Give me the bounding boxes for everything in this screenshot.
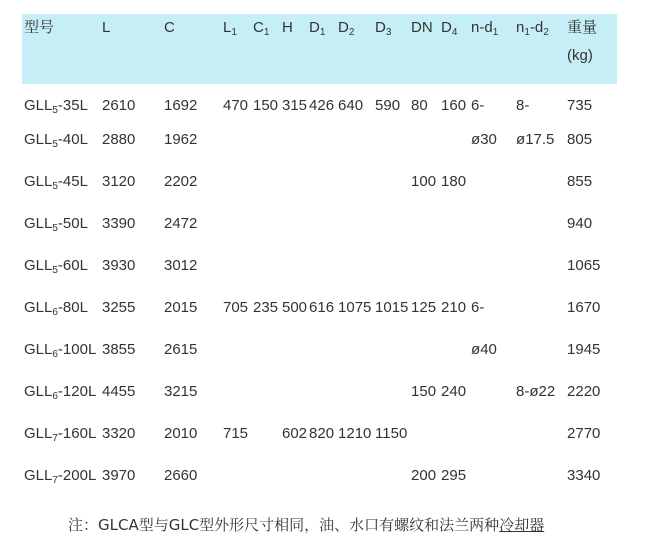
cell-d4 bbox=[439, 252, 469, 294]
header-d2: $D_2$ bbox=[336, 14, 373, 84]
cell-c: 2615 bbox=[164, 341, 198, 358]
cell-h bbox=[280, 378, 307, 420]
cell-c1 bbox=[251, 462, 280, 504]
cell-model: $GLL_5-35L$ bbox=[24, 97, 88, 116]
footnote-text: 注：GLCA型与GLC型外形尺寸相同，油、水口有螺纹和法兰两种 bbox=[68, 516, 500, 534]
table-row bbox=[22, 378, 617, 420]
header-weight: 重量 (kg) bbox=[565, 14, 617, 84]
cell-dn: 125 bbox=[411, 299, 437, 316]
cell-c: 2472 bbox=[164, 215, 198, 232]
cell-d4: 295 bbox=[441, 467, 467, 484]
cell-d2 bbox=[336, 336, 373, 378]
cell-d1 bbox=[307, 252, 336, 294]
cell-c: 1962 bbox=[164, 131, 198, 148]
cell-c1 bbox=[251, 210, 280, 252]
cell-nd1: ø40 bbox=[471, 341, 497, 358]
cell-d4 bbox=[439, 126, 469, 168]
cell-d3 bbox=[373, 336, 409, 378]
cell-c1: 150 bbox=[253, 97, 279, 114]
cell-l1: 705 bbox=[223, 299, 249, 316]
cell-c1 bbox=[251, 168, 280, 210]
cell-dn: 150 bbox=[411, 383, 437, 400]
cell-weight: 855 bbox=[567, 173, 593, 190]
cell-l1 bbox=[221, 252, 251, 294]
cell-dn bbox=[409, 210, 439, 252]
table-row bbox=[22, 462, 617, 504]
header-nd1: $n-d_1$ bbox=[469, 14, 514, 84]
cell-nd2 bbox=[514, 294, 565, 336]
header-h: H bbox=[280, 14, 307, 84]
cell-nd2 bbox=[514, 462, 565, 504]
header-l: L bbox=[100, 14, 162, 84]
cell-d1 bbox=[307, 126, 336, 168]
cell-d2 bbox=[336, 252, 373, 294]
cell-dn: 80 bbox=[411, 97, 428, 114]
cell-d1 bbox=[307, 378, 336, 420]
cell-c1 bbox=[251, 336, 280, 378]
cell-c: 1692 bbox=[164, 97, 198, 114]
cell-d4: 160 bbox=[441, 97, 467, 114]
cell-h bbox=[280, 126, 307, 168]
cell-l: 3855 bbox=[102, 341, 136, 358]
cell-d1 bbox=[307, 168, 336, 210]
cell-weight: 805 bbox=[567, 131, 593, 148]
footnote bbox=[68, 514, 544, 535]
header-d4: $D_4$ bbox=[439, 14, 469, 84]
cell-d3: 1015 bbox=[375, 299, 409, 316]
cell-c1 bbox=[251, 378, 280, 420]
header-c: C bbox=[162, 14, 221, 84]
cell-dn bbox=[409, 336, 439, 378]
cell-h bbox=[280, 462, 307, 504]
cell-model: $GLL_5-60L$ bbox=[24, 257, 88, 276]
cell-d2 bbox=[336, 462, 373, 504]
cell-d1: 616 bbox=[309, 299, 335, 316]
cell-model: $GLL_5-50L$ bbox=[24, 215, 88, 234]
cell-d3 bbox=[373, 126, 409, 168]
cell-nd1: 6- bbox=[471, 97, 485, 114]
cell-d3: 590 bbox=[375, 97, 401, 114]
cell-l1 bbox=[221, 378, 251, 420]
cell-model: $GLL_7-160L$ bbox=[24, 425, 97, 444]
cell-l1 bbox=[221, 336, 251, 378]
cell-nd1: ø30 bbox=[471, 131, 497, 148]
cell-l: 4455 bbox=[102, 383, 136, 400]
spec-table bbox=[22, 14, 617, 504]
cell-dn bbox=[409, 126, 439, 168]
table-row bbox=[22, 168, 617, 210]
cell-d2: 640 bbox=[338, 97, 364, 114]
table-row bbox=[22, 336, 617, 378]
cell-nd2 bbox=[514, 252, 565, 294]
cell-c: 2010 bbox=[164, 425, 198, 442]
cell-weight: 2220 bbox=[567, 383, 601, 400]
cell-d2 bbox=[336, 126, 373, 168]
header-model: 型号 bbox=[22, 14, 100, 84]
cell-d3 bbox=[373, 252, 409, 294]
cell-d4: 210 bbox=[441, 299, 467, 316]
header-d3: $D_3$ bbox=[373, 14, 409, 84]
cell-dn bbox=[409, 252, 439, 294]
cell-d4: 240 bbox=[441, 383, 467, 400]
cell-l: 2610 bbox=[102, 97, 136, 114]
header-d1: $D_1$ bbox=[307, 14, 336, 84]
cell-l: 3930 bbox=[102, 257, 136, 274]
cell-c: 2202 bbox=[164, 173, 198, 190]
cell-nd1 bbox=[469, 168, 514, 210]
cell-l: 2880 bbox=[102, 131, 136, 148]
cell-l: 3120 bbox=[102, 173, 136, 190]
cell-l1 bbox=[221, 168, 251, 210]
cell-weight: 1945 bbox=[567, 341, 601, 358]
cell-c1 bbox=[251, 420, 280, 462]
cell-l: 3255 bbox=[102, 299, 136, 316]
cell-nd1 bbox=[469, 252, 514, 294]
cell-nd1 bbox=[469, 210, 514, 252]
cell-d1: 820 bbox=[309, 425, 335, 442]
cell-l1 bbox=[221, 462, 251, 504]
cell-d3 bbox=[373, 462, 409, 504]
cell-d1 bbox=[307, 210, 336, 252]
cell-d3 bbox=[373, 210, 409, 252]
cell-d4 bbox=[439, 210, 469, 252]
cell-nd1 bbox=[469, 462, 514, 504]
table-row bbox=[22, 84, 617, 126]
cell-h bbox=[280, 168, 307, 210]
cell-d2: 1210 bbox=[338, 425, 372, 442]
cell-nd2 bbox=[514, 210, 565, 252]
cell-h bbox=[280, 252, 307, 294]
cell-d1 bbox=[307, 336, 336, 378]
table-row bbox=[22, 420, 617, 462]
cell-dn: 100 bbox=[411, 173, 437, 190]
cell-weight: 1065 bbox=[567, 257, 601, 274]
cell-d3 bbox=[373, 168, 409, 210]
cell-l: 3970 bbox=[102, 467, 136, 484]
cell-weight: 3340 bbox=[567, 467, 601, 484]
cell-nd1 bbox=[469, 420, 514, 462]
cell-weight: 2770 bbox=[567, 425, 601, 442]
cell-weight: 1670 bbox=[567, 299, 601, 316]
cell-d3 bbox=[373, 378, 409, 420]
table-row bbox=[22, 210, 617, 252]
cell-model: $GLL_6-80L$ bbox=[24, 299, 88, 318]
cell-c1 bbox=[251, 252, 280, 294]
cell-c1 bbox=[251, 126, 280, 168]
header-l1: $L_1$ bbox=[221, 14, 251, 84]
table-row bbox=[22, 252, 617, 294]
cell-c: 3215 bbox=[164, 383, 198, 400]
cell-d4 bbox=[439, 420, 469, 462]
cell-d1 bbox=[307, 462, 336, 504]
header-c1: $C_1$ bbox=[251, 14, 280, 84]
cell-d4 bbox=[439, 336, 469, 378]
cell-l: 3320 bbox=[102, 425, 136, 442]
cell-d1: 426 bbox=[309, 97, 335, 114]
cell-d2 bbox=[336, 168, 373, 210]
header-nd2: $n_1-d_2$ bbox=[514, 14, 565, 84]
cell-nd2: ø17.5 bbox=[516, 131, 555, 148]
cell-d2: 1075 bbox=[338, 299, 372, 316]
cell-model: $GLL_6-100L$ bbox=[24, 341, 97, 360]
cell-weight: 940 bbox=[567, 215, 593, 232]
cell-dn: 200 bbox=[411, 467, 437, 484]
cell-l1: 715 bbox=[223, 425, 249, 442]
cell-l1 bbox=[221, 126, 251, 168]
cell-h bbox=[280, 210, 307, 252]
cell-h: 602 bbox=[282, 425, 308, 442]
cell-model: $GLL_7-200L$ bbox=[24, 467, 97, 486]
cell-h: 500 bbox=[282, 299, 308, 316]
cell-h: 315 bbox=[282, 97, 308, 114]
cell-nd2: 8- bbox=[516, 97, 530, 114]
cell-nd1: 6- bbox=[471, 299, 485, 316]
cell-l1 bbox=[221, 210, 251, 252]
header-dn: DN bbox=[409, 14, 439, 84]
cell-c: 3012 bbox=[164, 257, 198, 274]
cell-weight: 735 bbox=[567, 97, 593, 114]
cell-c1: 235 bbox=[253, 299, 279, 316]
cell-nd2 bbox=[514, 336, 565, 378]
cell-c: 2015 bbox=[164, 299, 198, 316]
cell-nd2: 8-ø22 bbox=[516, 383, 556, 400]
cell-d4: 180 bbox=[441, 173, 467, 190]
cell-nd2 bbox=[514, 420, 565, 462]
cell-c: 2660 bbox=[164, 467, 198, 484]
cell-d2 bbox=[336, 378, 373, 420]
cell-l1: 470 bbox=[223, 97, 249, 114]
cell-model: $GLL_5-40L$ bbox=[24, 131, 88, 150]
cell-d2 bbox=[336, 210, 373, 252]
cell-d3: 1150 bbox=[375, 425, 408, 442]
cell-dn bbox=[409, 420, 439, 462]
cell-nd2 bbox=[514, 168, 565, 210]
table-row bbox=[22, 294, 617, 336]
cooler-link[interactable]: 冷却器 bbox=[499, 516, 545, 534]
cell-h bbox=[280, 336, 307, 378]
cell-model: $GLL_5-45L$ bbox=[24, 173, 88, 192]
table-row bbox=[22, 126, 617, 168]
cell-l: 3390 bbox=[102, 215, 136, 232]
table-header-row bbox=[22, 14, 617, 84]
cell-nd1 bbox=[469, 378, 514, 420]
cell-model: $GLL_6-120L$ bbox=[24, 383, 97, 402]
